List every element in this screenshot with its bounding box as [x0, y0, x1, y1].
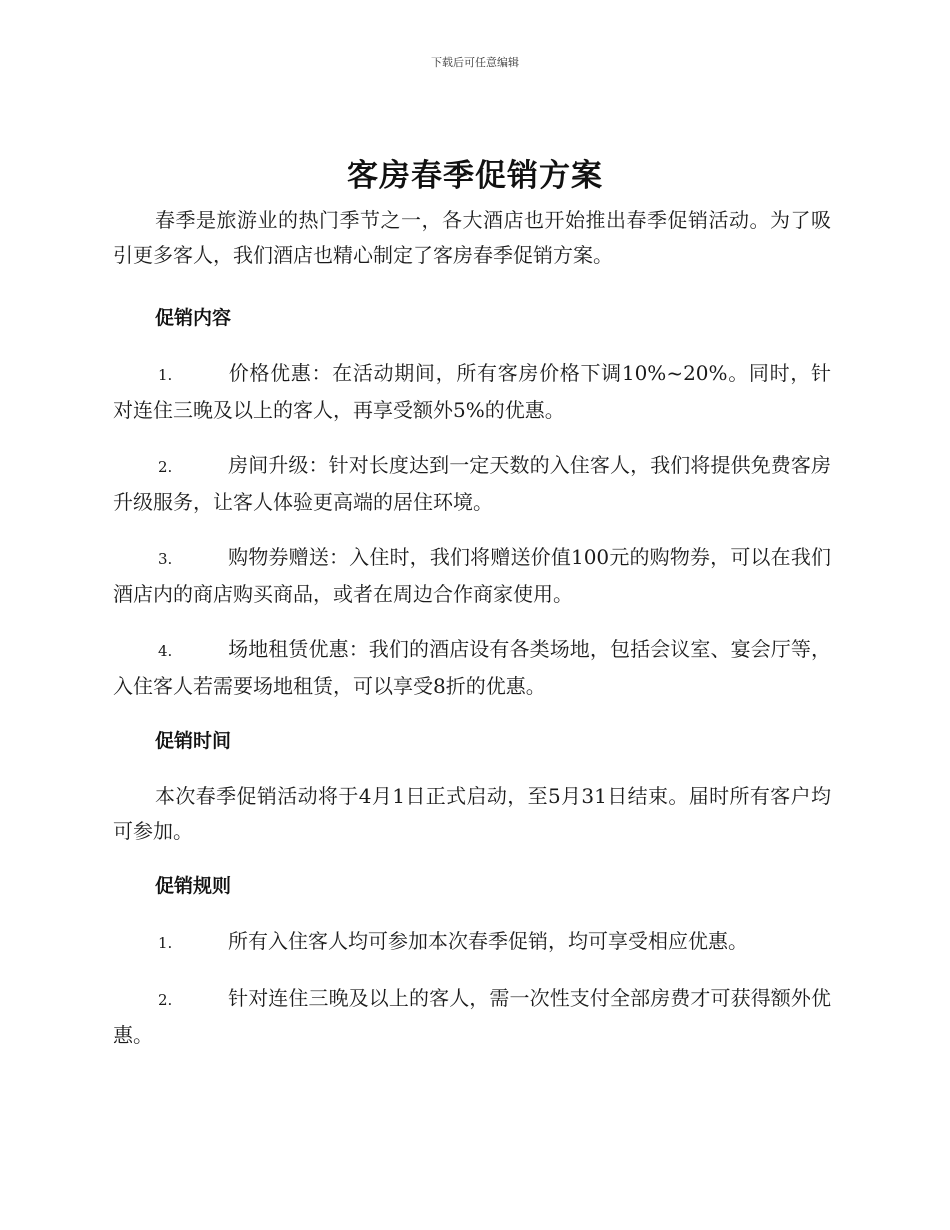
- list-item-number: 1.: [158, 934, 173, 952]
- list-item-text: 价格优惠：在活动期间，所有客房价格下调10%~20%。同时，针对连住三晚及以上的客人，再享受额外5%的优惠。: [113, 361, 831, 422]
- list-item: [113, 448, 831, 520]
- intro-paragraph: 春季是旅游业的热门季节之一，各大酒店也开始推出春季促销活动。为了吸引更多客人，我们酒店也精心制定了客房春季促销方案。: [113, 208, 831, 267]
- time-paragraph: 本次春季促销活动将于4月1日正式启动，至5月31日结束。届时所有客户均可参加。: [113, 784, 831, 843]
- list-item-text: 针对连住三晚及以上的客人，需一次性支付全部房费才可获得额外优惠。: [113, 986, 831, 1047]
- list-item-number: 3.: [158, 550, 173, 568]
- list-item: [113, 540, 831, 612]
- list-item: [113, 632, 831, 704]
- list-item-number: 2.: [158, 991, 173, 1009]
- section-heading-time: 促销时间: [155, 730, 232, 752]
- section-heading-content: 促销内容: [155, 307, 232, 329]
- list-item-text: 购物券赠送：入住时，我们将赠送价值100元的购物券，可以在我们酒店内的商店购买商品，或者在周边合作商家使用。: [113, 545, 831, 606]
- list-item-number: 1.: [158, 366, 173, 384]
- document-title: 客房春季促销方案: [347, 158, 603, 194]
- section-heading-rules: 促销规则: [155, 875, 232, 897]
- list-item-number: 4.: [158, 642, 173, 660]
- list-item-text: 场地租赁优惠：我们的酒店设有各类场地，包括会议室、宴会厅等，入住客人若需要场地租赁，可以享受8折的优惠。: [113, 637, 831, 698]
- list-item: [113, 924, 831, 961]
- list-item: [113, 981, 831, 1053]
- header-note: 下载后可任意编辑: [431, 56, 519, 69]
- list-item: [113, 356, 831, 428]
- document-body: [113, 203, 831, 1073]
- list-item-text: 房间升级：针对长度达到一定天数的入住客人，我们将提供免费客房升级服务，让客人体验更高端的居住环境。: [113, 453, 831, 514]
- list-item-number: 2.: [158, 458, 173, 476]
- list-item-text: 所有入住客人均可参加本次春季促销，均可享受相应优惠。: [228, 929, 748, 953]
